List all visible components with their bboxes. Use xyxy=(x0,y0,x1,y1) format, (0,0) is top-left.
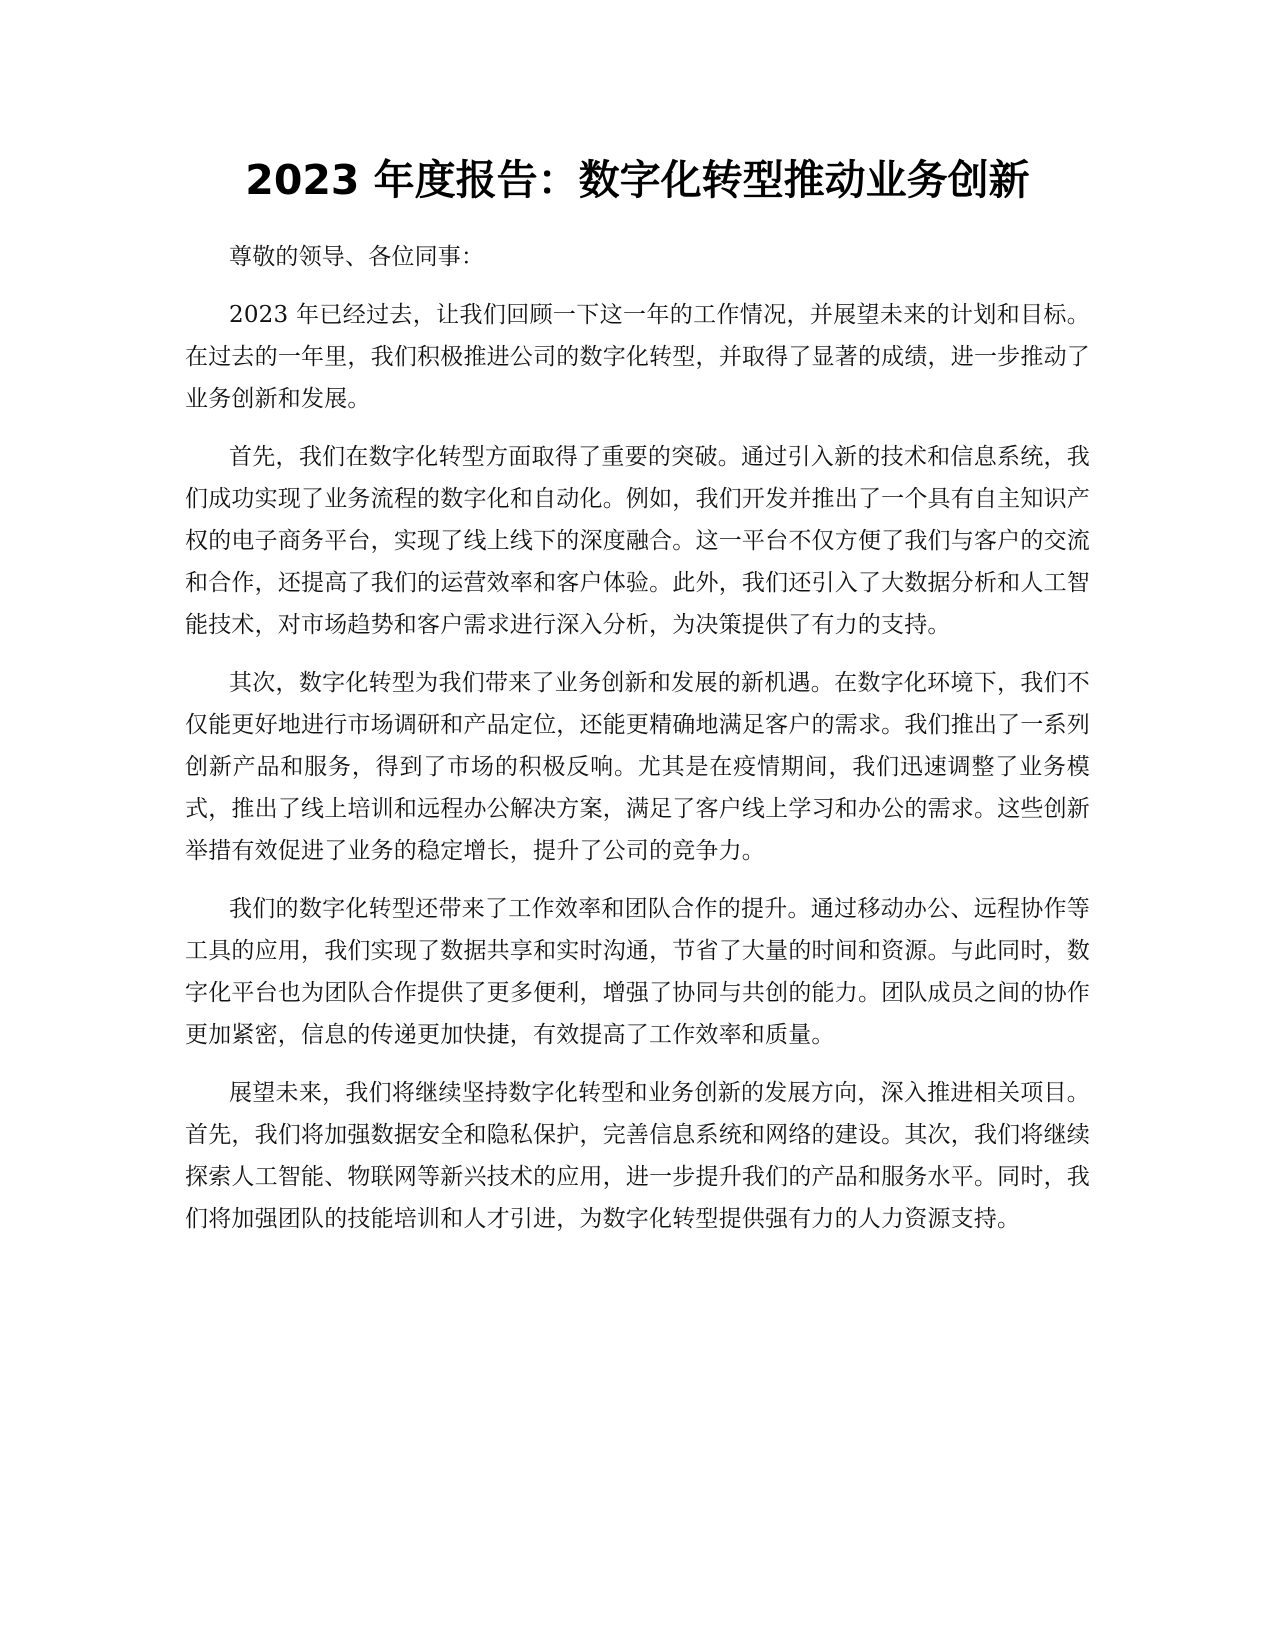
salutation-paragraph: 尊敬的领导、各位同事： xyxy=(229,244,485,270)
body-paragraph: 首先，我们在数字化转型方面取得了重要的突破。通过引入新的技术和信息系统，我们成功实现了业务流程的数字化和自动化。例如，我们开发并推出了一个具有自主知识产权的电子商务平台，实现了线上线下的深度融合。这一平台不仅方便了我们与客户的交流和合作，还提高了我们的运营效率和客户体验。此外，我们还引入了大数据分析和人工智能技术，对市场趋势和客户需求进行深入分析，为决策提供了有力的支持。 xyxy=(185,444,1090,638)
document-title: 2023 年度报告：数字化转型推动业务创新 xyxy=(245,156,1030,204)
body-paragraph: 2023 年已经过去，让我们回顾一下这一年的工作情况，并展望未来的计划和目标。在过去的一年里，我们积极推进公司的数字化转型，并取得了显著的成绩，进一步推动了业务创新和发展。 xyxy=(185,302,1090,412)
document-body xyxy=(185,236,1090,1256)
body-paragraph: 我们的数字化转型还带来了工作效率和团队合作的提升。通过移动办公、远程协作等工具的应用，我们实现了数据共享和实时沟通，节省了大量的时间和资源。与此同时，数字化平台也为团队合作提供了更多便利，增强了协同与共创的能力。团队成员之间的协作更加紧密，信息的传递更加快捷，有效提高了工作效率和质量。 xyxy=(185,896,1090,1048)
body-paragraph: 展望未来，我们将继续坚持数字化转型和业务创新的发展方向，深入推进相关项目。首先，我们将加强数据安全和隐私保护，完善信息系统和网络的建设。其次，我们将继续探索人工智能、物联网等新兴技术的应用，进一步提升我们的产品和服务水平。同时，我们将加强团队的技能培训和人才引进，为数字化转型提供强有力的人力资源支持。 xyxy=(185,1080,1090,1232)
body-paragraph: 其次，数字化转型为我们带来了业务创新和发展的新机遇。在数字化环境下，我们不仅能更好地进行市场调研和产品定位，还能更精确地满足客户的需求。我们推出了一系列创新产品和服务，得到了市场的积极反响。尤其是在疫情期间，我们迅速调整了业务模式，推出了线上培训和远程办公解决方案，满足了客户线上学习和办公的需求。这些创新举措有效促进了业务的稳定增长，提升了公司的竞争力。 xyxy=(185,670,1090,864)
